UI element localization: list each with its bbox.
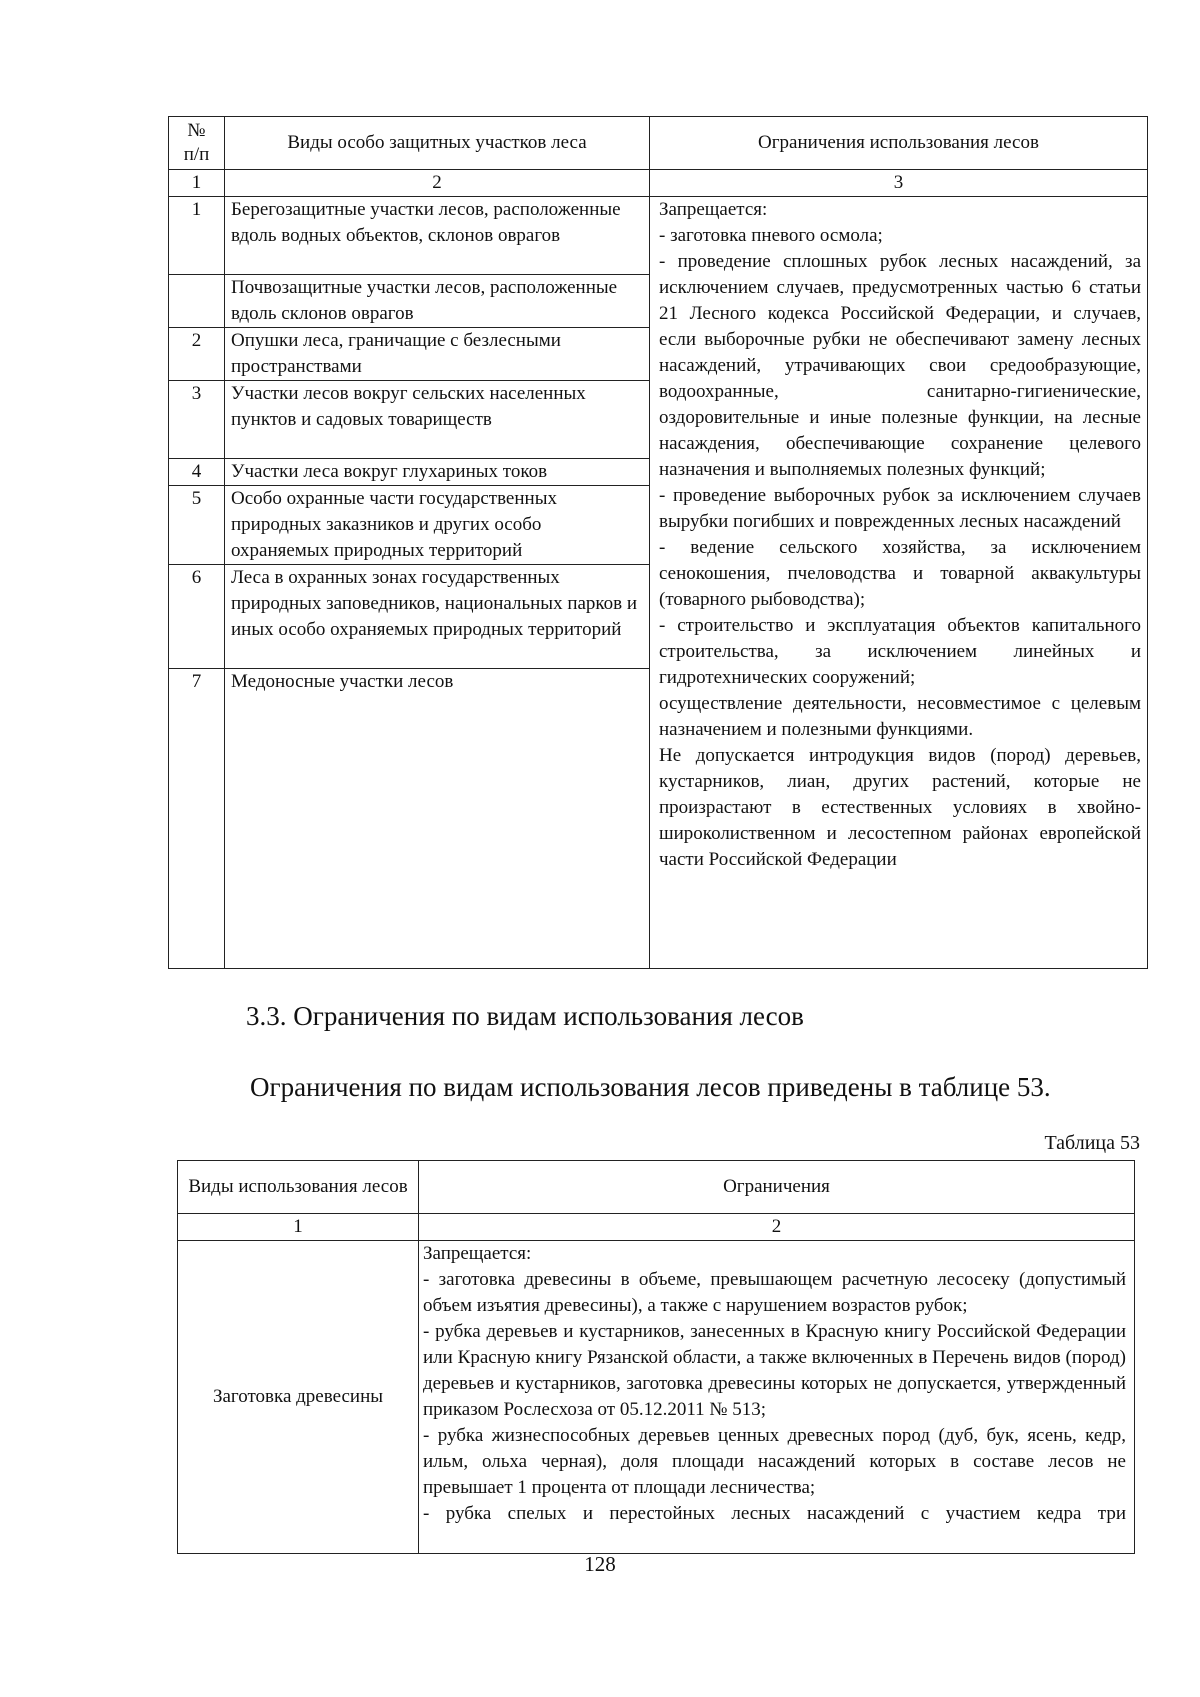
row-number: 6 [169, 565, 225, 669]
table-header-row [169, 117, 1148, 170]
column-number: 1 [178, 1214, 419, 1241]
row-number: 2 [169, 328, 225, 381]
restrictions-cell [650, 197, 1148, 969]
column-number: 3 [650, 170, 1148, 197]
protective-areas-table [168, 116, 1148, 969]
restrictions-cell [419, 1241, 1135, 1554]
header-number: № п/п [169, 117, 225, 170]
row-number: 5 [169, 486, 225, 565]
row-number: 4 [169, 459, 225, 486]
table-caption: Таблица 53 [1044, 1132, 1140, 1154]
area-type: Берегозащитные участки лесов, расположенные вдоль водных объектов, склонов оврагов [225, 197, 650, 275]
restriction-line: Запрещается: [423, 1243, 532, 1264]
column-number: 2 [419, 1214, 1135, 1241]
area-type: Участки лесов вокруг сельских населенных пунктов и садовых товариществ [225, 381, 650, 459]
restriction-line: Запрещается: [659, 199, 768, 220]
area-type: Медоносные участки лесов [225, 669, 650, 969]
area-type: Особо охранные части государственных природных заказников и других особо охраняемых природных территорий [225, 486, 650, 565]
column-number-row [169, 170, 1148, 197]
column-number-row [178, 1214, 1135, 1241]
area-type: Леса в охранных зонах государственных природных заповедников, национальных парков и иных особо охраняемых природных территорий [225, 565, 650, 669]
row-number: 3 [169, 381, 225, 459]
section-intro: Ограничения по видам использования лесов приведены в таблице 53. [250, 1072, 1051, 1102]
table-header-row [178, 1161, 1135, 1214]
restriction-line: осуществление деятельности, несовместимое с целевым назначением и полезными функциями. [659, 693, 1141, 740]
row-number: 7 [169, 669, 225, 969]
page-number: 128 [584, 1552, 616, 1576]
restriction-line: - ведение сельского хозяйства, за исключением сенокошения, пчеловодства и товарной аквакультуры (товарного рыбоводства); [659, 537, 1141, 610]
header-restrictions: Ограничения использования лесов [650, 117, 1148, 170]
restriction-line: - рубка жизнеспособных деревьев ценных древесных пород (дуб, бук, ясень, кедр, ильм, ольха черная), доля площади насаждений которых в составе лесов не превышает 1 процента от площади лесничества; [423, 1425, 1126, 1498]
restriction-line: - заготовка пневого осмола; [659, 225, 883, 246]
restriction-line: - рубка деревьев и кустарников, занесенных в Красную книгу Российской Федерации или Красную книгу Рязанской области, а также включенных в Перечень видов (пород) деревьев и кустарников, заготовка древесины которых не допускается, утвержденный приказом Рослесхоза от 05.12.2011 № 513; [423, 1321, 1126, 1420]
row-number [169, 275, 225, 328]
table-row [178, 1241, 1135, 1554]
restriction-line: - заготовка древесины в объеме, превышающем расчетную лесосеку (допустимый объем изъятия древесины), а также с нарушением возрастов рубок; [423, 1269, 1126, 1316]
restriction-line: - строительство и эксплуатация объектов капитального строительства, за исключением линейных и гидротехнических сооружений; [659, 615, 1141, 688]
column-number: 2 [225, 170, 650, 197]
use-type: Заготовка древесины [178, 1241, 419, 1554]
header-area-type: Виды особо защитных участков леса [225, 117, 650, 170]
column-number: 1 [169, 170, 225, 197]
row-number: 1 [169, 197, 225, 275]
restriction-line: - проведение выборочных рубок за исключением случаев вырубки погибших и поврежденных лесных насаждений [659, 485, 1141, 532]
area-type: Почвозащитные участки лесов, расположенные вдоль склонов оврагов [225, 275, 650, 328]
restriction-line: - проведение сплошных рубок лесных насаждений, за исключением случаев, предусмотренных частью 6 статьи 21 Лесного кодекса Российской Федерации, и случаев, если выборочные рубки не обеспечивают замену лесных насаждений, утрачивающих свои средообразующие, водоохранные, санитарно-гигиенические, оздоровительные и иные полезные функции, на лесные насаждения, обеспечивающие сохранение целевого назначения и выполняемых полезных функций; [659, 251, 1141, 480]
header-restrictions: Ограничения [419, 1161, 1135, 1214]
area-type: Участки леса вокруг глухариных токов [225, 459, 650, 486]
restriction-line: - рубка спелых и перестойных лесных насаждений с участием кедра три [423, 1503, 1126, 1524]
forest-use-restrictions-table [177, 1160, 1135, 1554]
table-row [169, 197, 1148, 275]
section-heading: 3.3. Ограничения по видам использования лесов [246, 1001, 804, 1031]
area-type: Опушки леса, граничащие с безлесными пространствами [225, 328, 650, 381]
header-use-type: Виды использования лесов [178, 1161, 419, 1214]
restriction-line: Не допускается интродукция видов (пород) деревьев, кустарников, лиан, других растений, которые не произрастают в естественных условиях в хвойно-широколиственном и лесостепном районах европейской части Российской Федерации [659, 745, 1141, 870]
